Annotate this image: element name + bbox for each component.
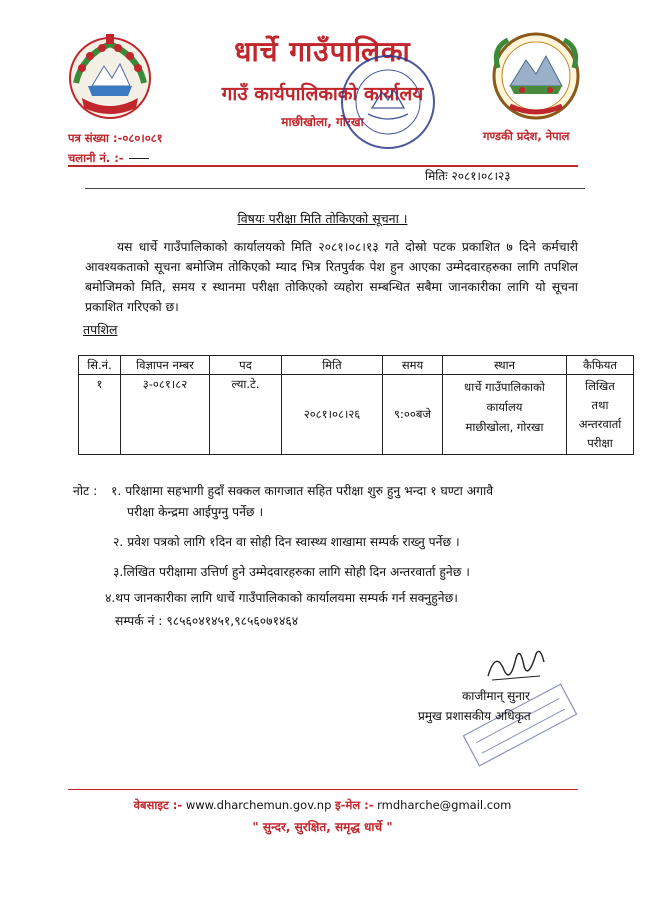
signatory-designation: प्रमुख प्रशासकीय अधिकृत [418, 709, 531, 723]
footer-motto: " सुन्दर, सुरक्षित, समृद्ध धार्चे " [252, 820, 393, 834]
remarks-line: तथा [591, 398, 609, 412]
remarks-line: अन्तरवार्ता [578, 417, 622, 431]
cell-time: ९:००बजे [383, 375, 443, 455]
remarks-line: परीक्षा [587, 436, 613, 450]
cell-post: ल्या.टे. [210, 375, 282, 455]
details-heading: तपशिल [83, 322, 118, 337]
col-header-post: पद [210, 356, 282, 375]
email-label: इ-मेल :- [335, 798, 374, 812]
place-line: माछीखोला, गोरखा [465, 420, 544, 434]
cell-ad-no: ३-०८१।८२ [121, 375, 210, 455]
office-title: गाउँ कार्यपालिकाको कार्यालय [221, 83, 424, 105]
website-link[interactable]: www.dharchemun.gov.np [185, 798, 332, 812]
col-header-remarks: कैफियत [567, 356, 634, 375]
municipality-logo-icon [488, 28, 584, 124]
cell-sn: १ [79, 375, 121, 455]
contact-numbers: सम्पर्क नं : ९८५६०४१४५१,९८५६०७१४६४ [115, 614, 299, 628]
remarks-line: लिखित [585, 379, 615, 393]
col-header-date: मिति [282, 356, 383, 375]
col-header-time: समय [383, 356, 443, 375]
cell-date: २०८१।०८।२६ [282, 375, 383, 455]
note-item: ४.थप जानकारीका लागि धार्चे गाउँपालिकाको कार्यालयमा सम्पर्क गर्न सक्नुहुनेछ। [105, 591, 458, 605]
place-line: धार्चे गाउँपालिकाको [464, 380, 545, 394]
nepal-emblem-icon [62, 28, 158, 124]
note-item: १. परिक्षामा सहभागी हुदाँ सक्कल कागजात सहित परीक्षा शुरु हुनु भन्दा १ घण्टा अगावै [111, 484, 494, 498]
cell-place [443, 375, 567, 455]
cell-remarks [567, 375, 634, 455]
note-item: परीक्षा केन्द्रमा आईपुग्नु पर्नेछ । [127, 505, 264, 519]
col-header-sn: सि.नं. [79, 356, 121, 375]
note-item: २. प्रवेश पत्रको लागि १दिन वा सोही दिन स्वास्थ्य शाखामा सम्पर्क राख्नु पर्नेछ । [113, 535, 460, 549]
reference-number: पत्र संख्या :-०८०।०८१ [68, 131, 163, 145]
table-row [79, 375, 634, 455]
col-header-place: स्थान [443, 356, 567, 375]
footer-divider [68, 789, 578, 790]
office-location: माछीखोला, गोरखा [281, 115, 364, 129]
email-link[interactable]: rmdharche@gmail.com [377, 798, 512, 812]
footer-contact [0, 798, 645, 813]
municipality-title: धार्चे गाउँपालिका [234, 35, 411, 68]
signatory-name: काजीमान् सुनार [462, 689, 530, 703]
office-stamp-icon [338, 52, 438, 152]
date-divider [85, 188, 585, 189]
dispatch-number: चलानी नं. :- [68, 151, 149, 166]
website-label: वेबसाइट :- [133, 798, 183, 812]
exam-schedule-table [78, 355, 634, 455]
note-item: ३.लिखित परीक्षामा उत्तिर्ण हुने उम्मेदवारहरुका लागि सोही दिन अन्तरवार्ता हुनेछ । [113, 565, 470, 579]
notice-body: यस धार्चे गाउँपालिकाको कार्यालयको मिति २०८१।०८।१३ गते दोस्रो पटक प्रकाशित ७ दिने कर्मचारी आवश्यकताको सूचना बमोजिम तोकिएको म्याद भित्र रितपुर्वक पेश हुन आएका उम्मेदवारहरुका लागि तपशिल बमोजिमको मिति, समय र स्थानमा परीक्षा तोकिएको व्यहोरा सम्बन्धित सबैमा जानकारीका लागि यो सूचना प्रकाशित गरिएको छ। [85, 240, 578, 314]
notice-subject: विषयः परीक्षा मिति तोकिएको सूचना । [237, 211, 408, 226]
notice-date: मितिः २०८१।०८।२३ [425, 169, 511, 183]
province-label: गण्डकी प्रदेश, नेपाल [483, 129, 570, 143]
notes-label: नोट : [73, 484, 98, 498]
table-header-row [79, 356, 634, 375]
place-line: कार्यालय [486, 400, 523, 414]
col-header-ad-no: विज्ञापन नम्बर [121, 356, 210, 375]
